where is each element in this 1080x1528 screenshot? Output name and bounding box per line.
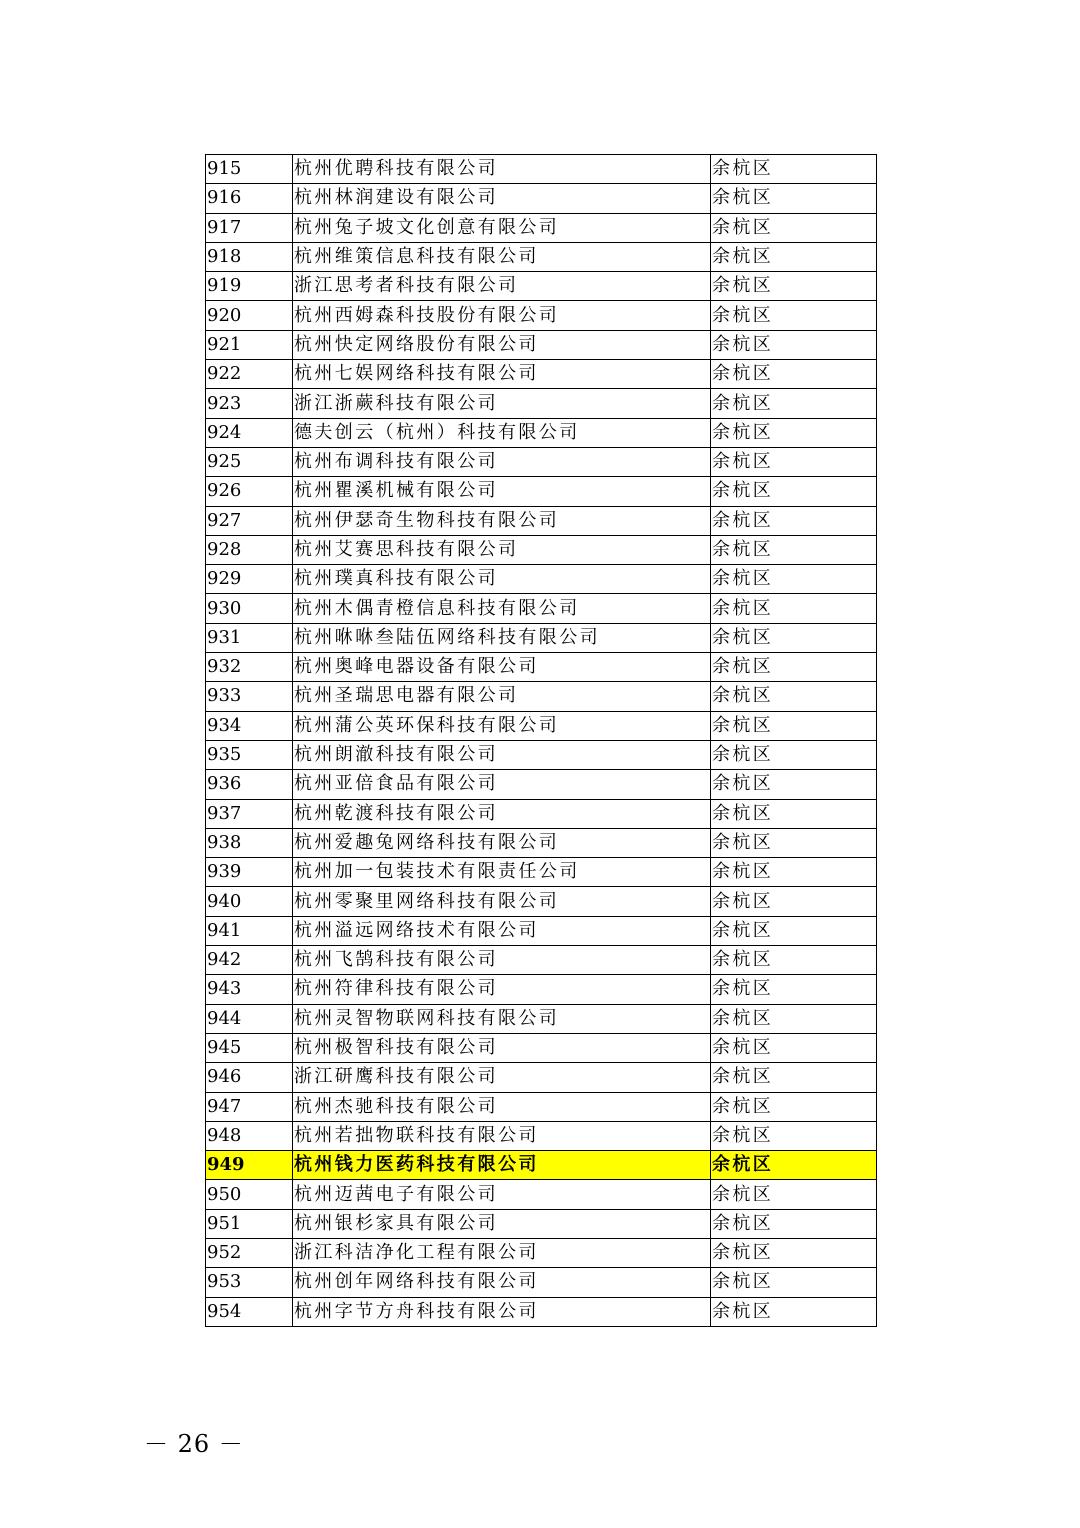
table-row xyxy=(206,506,877,535)
district-name: 余杭区 xyxy=(711,1063,877,1092)
row-number: 940 xyxy=(206,887,293,916)
district-name: 余杭区 xyxy=(711,740,877,769)
row-number: 932 xyxy=(206,653,293,682)
row-number: 922 xyxy=(206,360,293,389)
company-name: 杭州圣瑞思电器有限公司 xyxy=(293,682,711,711)
row-number: 945 xyxy=(206,1033,293,1062)
table-row xyxy=(206,916,877,945)
company-list-table xyxy=(205,154,877,1327)
district-name: 余杭区 xyxy=(711,330,877,359)
table-row xyxy=(206,946,877,975)
row-number: 921 xyxy=(206,330,293,359)
company-name: 杭州伊瑟奇生物科技有限公司 xyxy=(293,506,711,535)
company-name: 杭州优聘科技有限公司 xyxy=(293,155,711,184)
table-row xyxy=(206,828,877,857)
table-row xyxy=(206,1121,877,1150)
row-number: 915 xyxy=(206,155,293,184)
table-row xyxy=(206,740,877,769)
company-name: 杭州林润建设有限公司 xyxy=(293,184,711,213)
table-row xyxy=(206,301,877,330)
row-number: 949 xyxy=(206,1151,293,1180)
table-row xyxy=(206,242,877,271)
district-name: 余杭区 xyxy=(711,770,877,799)
company-name: 杭州艾赛思科技有限公司 xyxy=(293,535,711,564)
row-number: 953 xyxy=(206,1268,293,1297)
company-name: 杭州咻咻叁陆伍网络科技有限公司 xyxy=(293,623,711,652)
company-name: 杭州布调科技有限公司 xyxy=(293,447,711,476)
table-row xyxy=(206,1180,877,1209)
row-number: 943 xyxy=(206,975,293,1004)
row-number: 926 xyxy=(206,477,293,506)
table-row xyxy=(206,1209,877,1238)
district-name: 余杭区 xyxy=(711,155,877,184)
row-number: 916 xyxy=(206,184,293,213)
company-name: 杭州爱趣兔网络科技有限公司 xyxy=(293,828,711,857)
row-number: 920 xyxy=(206,301,293,330)
row-number: 917 xyxy=(206,213,293,242)
district-name: 余杭区 xyxy=(711,623,877,652)
row-number: 937 xyxy=(206,799,293,828)
district-name: 余杭区 xyxy=(711,1121,877,1150)
table-row xyxy=(206,1092,877,1121)
table-row xyxy=(206,477,877,506)
row-number: 923 xyxy=(206,389,293,418)
table-row xyxy=(206,770,877,799)
company-list-body xyxy=(206,155,877,1327)
district-name: 余杭区 xyxy=(711,916,877,945)
company-name: 杭州灵智物联网科技有限公司 xyxy=(293,1004,711,1033)
company-name: 杭州符律科技有限公司 xyxy=(293,975,711,1004)
table-row xyxy=(206,360,877,389)
company-name: 杭州若拙物联科技有限公司 xyxy=(293,1121,711,1150)
company-name: 杭州极智科技有限公司 xyxy=(293,1033,711,1062)
company-name: 浙江研鹰科技有限公司 xyxy=(293,1063,711,1092)
row-number: 931 xyxy=(206,623,293,652)
district-name: 余杭区 xyxy=(711,389,877,418)
company-name: 杭州创年网络科技有限公司 xyxy=(293,1268,711,1297)
table-row-highlighted xyxy=(206,1151,877,1180)
row-number: 948 xyxy=(206,1121,293,1150)
district-name: 余杭区 xyxy=(711,360,877,389)
table-row xyxy=(206,858,877,887)
table-row xyxy=(206,887,877,916)
company-name: 杭州瞿溪机械有限公司 xyxy=(293,477,711,506)
district-name: 余杭区 xyxy=(711,213,877,242)
district-name: 余杭区 xyxy=(711,975,877,1004)
district-name: 余杭区 xyxy=(711,272,877,301)
table-row xyxy=(206,184,877,213)
row-number: 934 xyxy=(206,711,293,740)
table-row xyxy=(206,447,877,476)
district-name: 余杭区 xyxy=(711,858,877,887)
row-number: 942 xyxy=(206,946,293,975)
company-name: 浙江浙蕨科技有限公司 xyxy=(293,389,711,418)
row-number: 946 xyxy=(206,1063,293,1092)
company-name: 杭州西姆森科技股份有限公司 xyxy=(293,301,711,330)
table-row xyxy=(206,155,877,184)
table-row xyxy=(206,389,877,418)
district-name: 余杭区 xyxy=(711,1209,877,1238)
company-name: 杭州杰驰科技有限公司 xyxy=(293,1092,711,1121)
table-row xyxy=(206,682,877,711)
row-number: 925 xyxy=(206,447,293,476)
row-number: 930 xyxy=(206,594,293,623)
district-name: 余杭区 xyxy=(711,447,877,476)
district-name: 余杭区 xyxy=(711,1268,877,1297)
district-name: 余杭区 xyxy=(711,1297,877,1326)
table-row xyxy=(206,975,877,1004)
company-name: 杭州朗澈科技有限公司 xyxy=(293,740,711,769)
table-row xyxy=(206,1238,877,1267)
district-name: 余杭区 xyxy=(711,828,877,857)
district-name: 余杭区 xyxy=(711,799,877,828)
district-name: 余杭区 xyxy=(711,1092,877,1121)
row-number: 929 xyxy=(206,565,293,594)
table-row xyxy=(206,711,877,740)
table-row xyxy=(206,1063,877,1092)
table-row xyxy=(206,213,877,242)
row-number: 935 xyxy=(206,740,293,769)
district-name: 余杭区 xyxy=(711,887,877,916)
table-row xyxy=(206,1033,877,1062)
district-name: 余杭区 xyxy=(711,565,877,594)
district-name: 余杭区 xyxy=(711,682,877,711)
company-name: 杭州溢远网络技术有限公司 xyxy=(293,916,711,945)
row-number: 950 xyxy=(206,1180,293,1209)
row-number: 951 xyxy=(206,1209,293,1238)
row-number: 941 xyxy=(206,916,293,945)
page-number: － 26 － xyxy=(144,1430,244,1458)
row-number: 918 xyxy=(206,242,293,271)
table-row xyxy=(206,330,877,359)
company-name: 杭州零聚里网络科技有限公司 xyxy=(293,887,711,916)
table-row xyxy=(206,653,877,682)
company-name: 杭州奥峰电器设备有限公司 xyxy=(293,653,711,682)
row-number: 936 xyxy=(206,770,293,799)
district-name: 余杭区 xyxy=(711,1033,877,1062)
row-number: 924 xyxy=(206,418,293,447)
district-name: 余杭区 xyxy=(711,1151,877,1180)
district-name: 余杭区 xyxy=(711,506,877,535)
company-name: 杭州木偶青橙信息科技有限公司 xyxy=(293,594,711,623)
company-name: 浙江思考者科技有限公司 xyxy=(293,272,711,301)
company-name: 杭州维策信息科技有限公司 xyxy=(293,242,711,271)
company-name: 杭州迈茜电子有限公司 xyxy=(293,1180,711,1209)
table-row xyxy=(206,1268,877,1297)
row-number: 919 xyxy=(206,272,293,301)
district-name: 余杭区 xyxy=(711,1004,877,1033)
row-number: 933 xyxy=(206,682,293,711)
company-name: 德夫创云（杭州）科技有限公司 xyxy=(293,418,711,447)
district-name: 余杭区 xyxy=(711,242,877,271)
company-name: 浙江科洁净化工程有限公司 xyxy=(293,1238,711,1267)
company-name: 杭州快定网络股份有限公司 xyxy=(293,330,711,359)
row-number: 928 xyxy=(206,535,293,564)
row-number: 939 xyxy=(206,858,293,887)
company-name: 杭州璞真科技有限公司 xyxy=(293,565,711,594)
company-name: 杭州银杉家具有限公司 xyxy=(293,1209,711,1238)
table-row xyxy=(206,623,877,652)
district-name: 余杭区 xyxy=(711,1180,877,1209)
company-name: 杭州钱力医药科技有限公司 xyxy=(293,1151,711,1180)
company-name: 杭州加一包装技术有限责任公司 xyxy=(293,858,711,887)
table-row xyxy=(206,594,877,623)
company-name: 杭州七娱网络科技有限公司 xyxy=(293,360,711,389)
company-name: 杭州蒲公英环保科技有限公司 xyxy=(293,711,711,740)
district-name: 余杭区 xyxy=(711,301,877,330)
company-name: 杭州亚倍食品有限公司 xyxy=(293,770,711,799)
table-row xyxy=(206,272,877,301)
table-row xyxy=(206,535,877,564)
district-name: 余杭区 xyxy=(711,653,877,682)
district-name: 余杭区 xyxy=(711,1238,877,1267)
district-name: 余杭区 xyxy=(711,711,877,740)
row-number: 944 xyxy=(206,1004,293,1033)
company-name: 杭州乾渡科技有限公司 xyxy=(293,799,711,828)
table-row xyxy=(206,1297,877,1326)
company-name: 杭州飞鹄科技有限公司 xyxy=(293,946,711,975)
row-number: 927 xyxy=(206,506,293,535)
row-number: 954 xyxy=(206,1297,293,1326)
district-name: 余杭区 xyxy=(711,594,877,623)
district-name: 余杭区 xyxy=(711,477,877,506)
district-name: 余杭区 xyxy=(711,184,877,213)
row-number: 938 xyxy=(206,828,293,857)
row-number: 952 xyxy=(206,1238,293,1267)
row-number: 947 xyxy=(206,1092,293,1121)
table-row xyxy=(206,799,877,828)
table-row xyxy=(206,418,877,447)
table-row xyxy=(206,1004,877,1033)
table-row xyxy=(206,565,877,594)
district-name: 余杭区 xyxy=(711,418,877,447)
company-name: 杭州字节方舟科技有限公司 xyxy=(293,1297,711,1326)
district-name: 余杭区 xyxy=(711,946,877,975)
company-name: 杭州兔子坡文化创意有限公司 xyxy=(293,213,711,242)
district-name: 余杭区 xyxy=(711,535,877,564)
